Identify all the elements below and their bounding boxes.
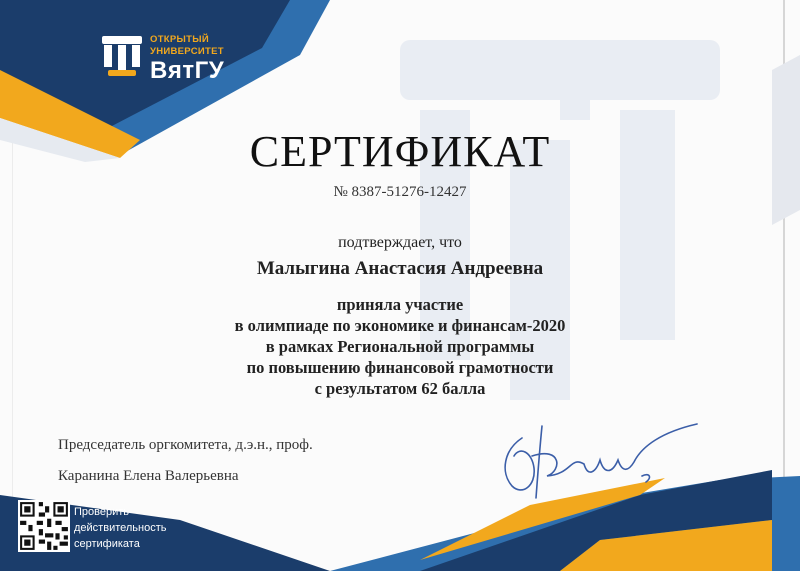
body-line: по повышению финансовой грамотности [246,358,554,377]
body-line: в олимпиаде по экономике и финансам-2020 [234,316,566,335]
signatory-name: Каранина Елена Валерьевна [58,468,239,484]
recipient-name: Малыгина Анастасия Андреевна [256,258,544,279]
university-logo [100,28,240,88]
confirms-text: подтверждает, что [338,234,462,251]
body-line: с результатом 62 балла [314,379,486,398]
vyatsu-logo-icon [100,32,144,78]
body-line: в рамках Региональной программы [265,337,535,356]
signature-image [492,416,704,506]
certificate-body [0,294,800,399]
certificate-number: № 8387-51276-12427 [333,184,467,200]
logo-line-1: ОТКРЫТЫЙ [150,34,209,45]
verify-line: сертификата [74,538,140,550]
body-line: приняла участие [336,295,464,314]
verify-line: действительность [74,522,167,534]
certificate-title: СЕРТИФИКАТ [249,127,551,176]
logo-brand: ВятГУ [150,57,225,84]
signatory-title: Председатель оргкомитета, д.э.н., проф. [58,437,313,453]
verify-link[interactable] [74,504,167,552]
verify-line: Проверить [74,506,130,518]
qr-code-icon[interactable] [18,500,70,552]
logo-line-2: УНИВЕРСИТЕТ [150,46,224,57]
